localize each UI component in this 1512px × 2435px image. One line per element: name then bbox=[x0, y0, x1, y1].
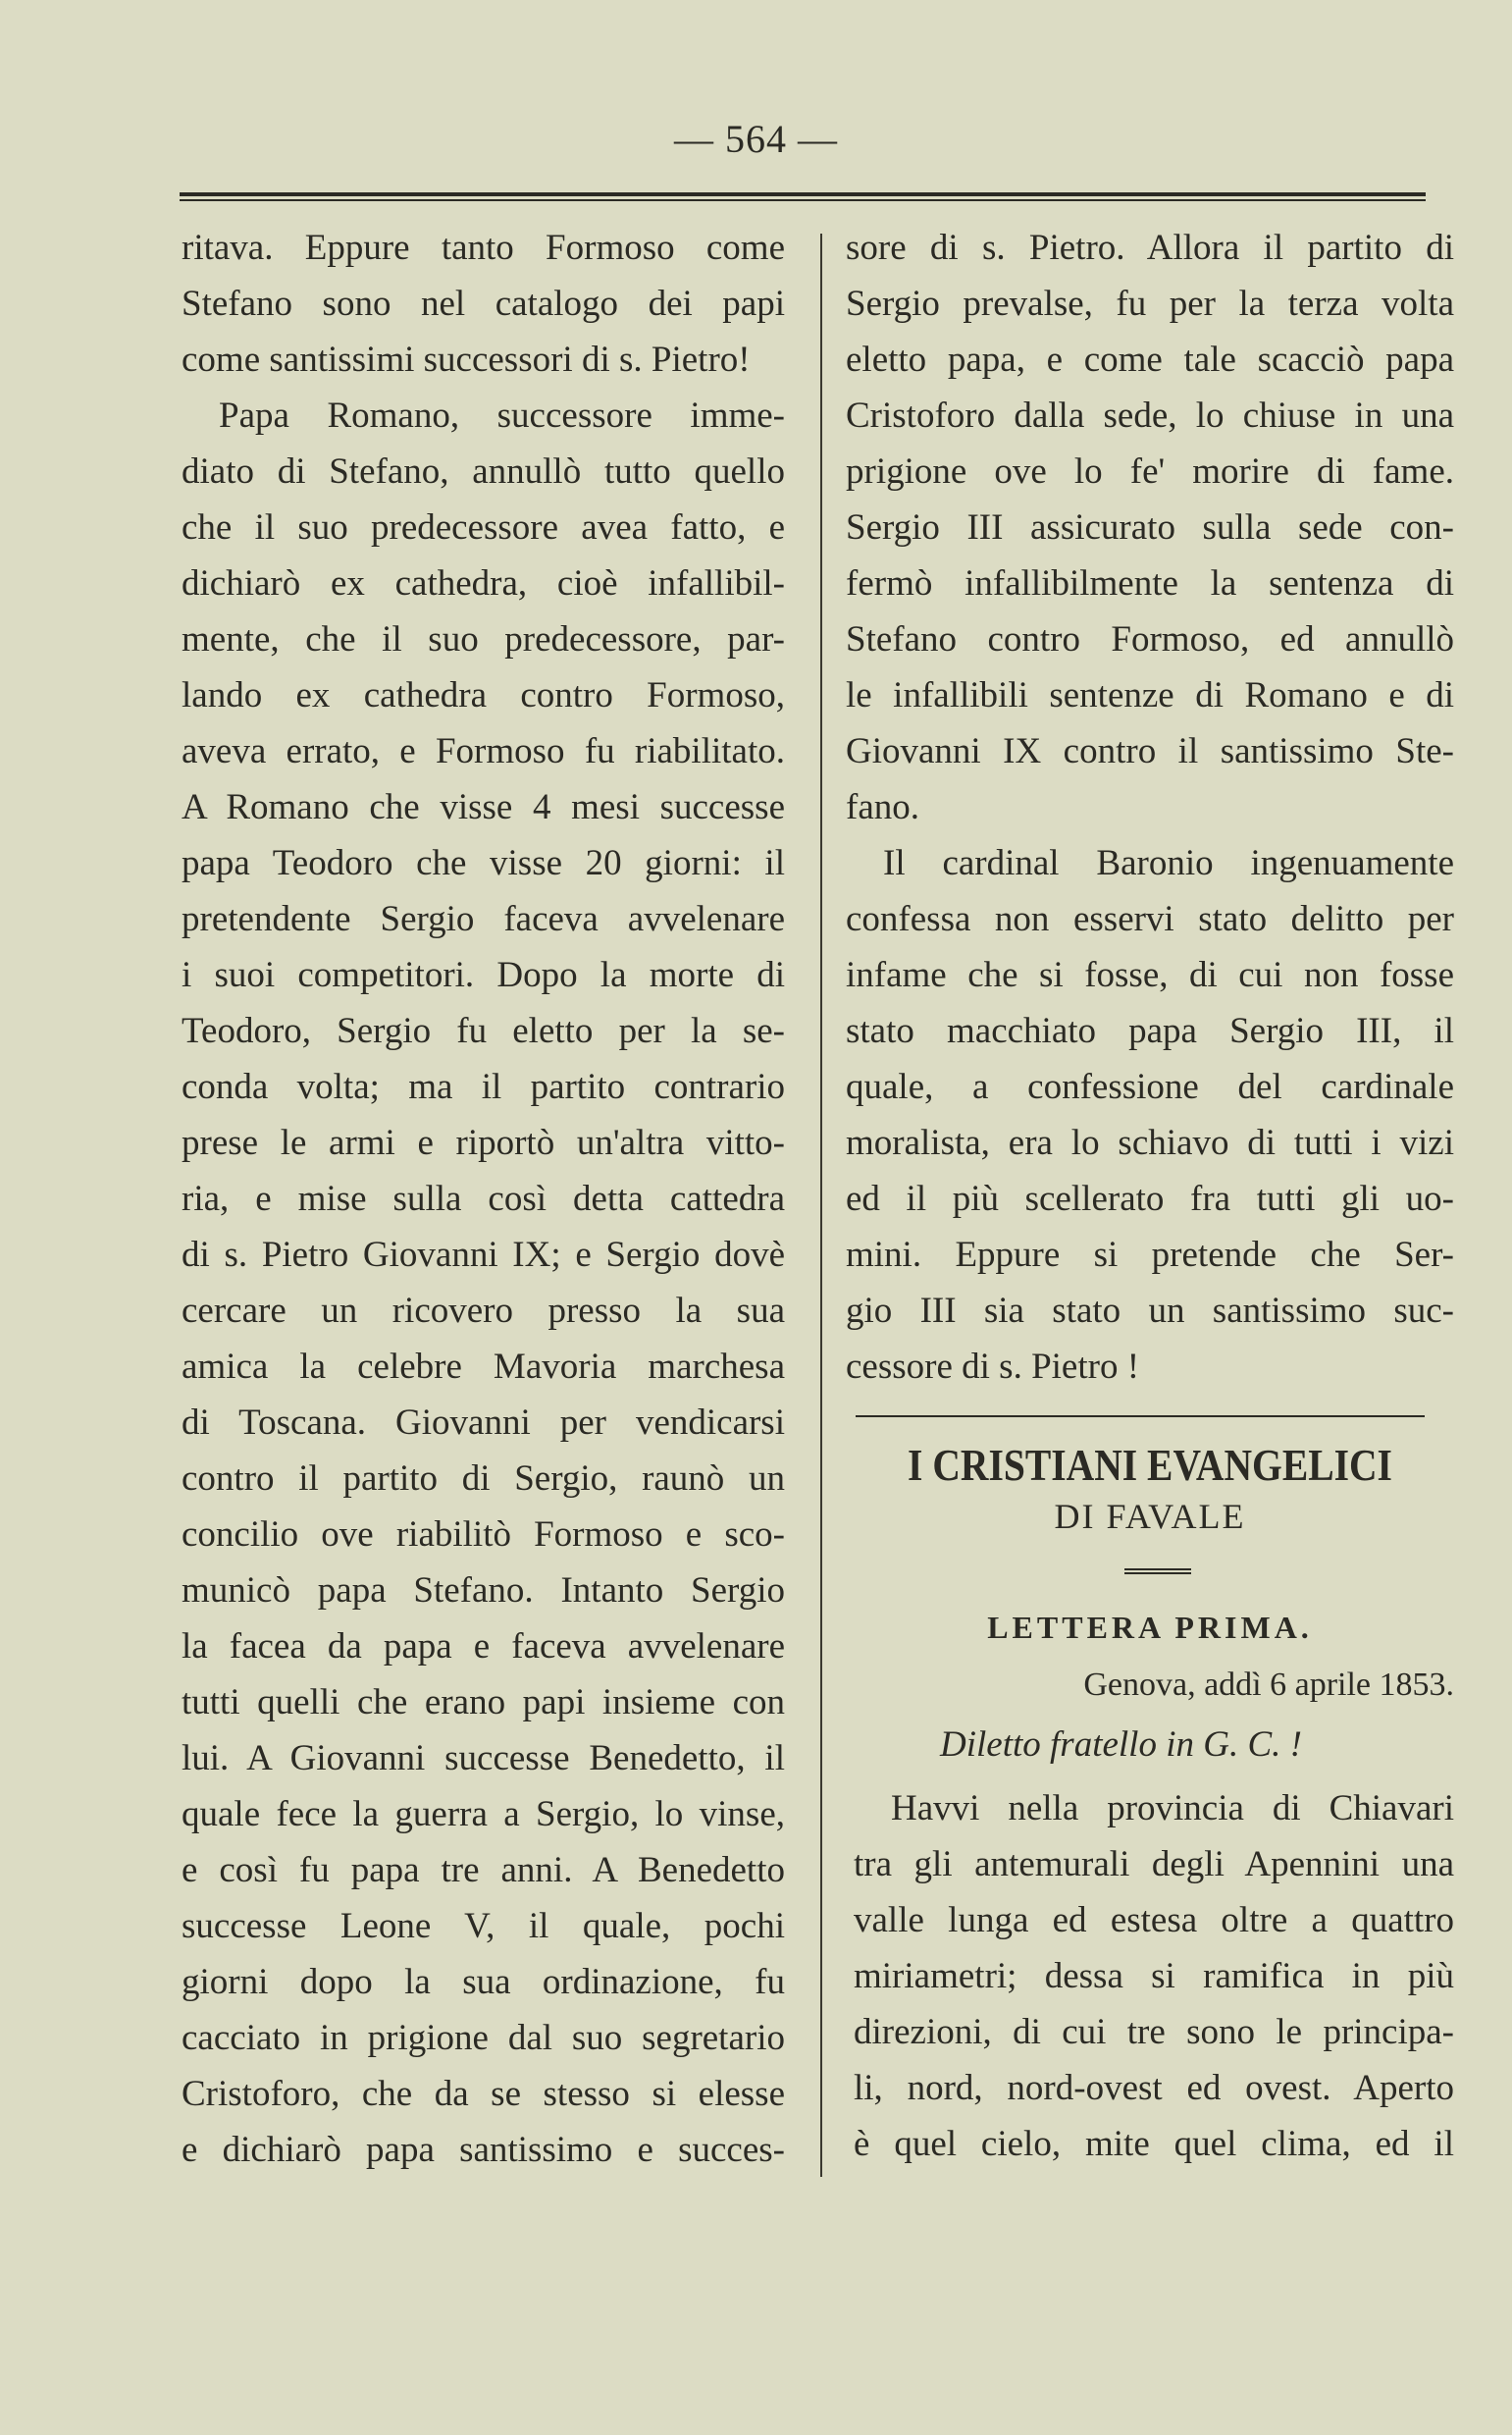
text-line: Giovanni IX contro il santissimo Ste- bbox=[846, 731, 1454, 771]
text-line: confessa non esservi stato delitto per bbox=[846, 899, 1454, 939]
section-title: I CRISTIANI EVANGELICI bbox=[908, 1440, 1392, 1490]
text-line: tra gli antemurali degli Apennini una bbox=[854, 1844, 1454, 1884]
text-line: cercare un ricovero presso la sua bbox=[182, 1291, 785, 1331]
text-line: successe Leone V, il quale, pochi bbox=[182, 1906, 785, 1946]
text-line: valle lunga ed estesa oltre a quattro bbox=[854, 1900, 1454, 1940]
text-line: prese le armi e riportò un'altra vitto- bbox=[182, 1123, 785, 1163]
text-line: cessore di s. Pietro ! bbox=[846, 1347, 1140, 1387]
section-rule bbox=[856, 1415, 1425, 1417]
ornament-rule bbox=[1124, 1568, 1191, 1574]
text-line: di Toscana. Giovanni per vendicarsi bbox=[182, 1403, 785, 1443]
text-line: sore di s. Pietro. Allora il partito di bbox=[846, 228, 1454, 268]
text-line: miriametri; dessa si ramifica in più bbox=[854, 1956, 1454, 1996]
text-line: cacciato in prigione dal suo segretario bbox=[182, 2018, 785, 2058]
text-line: e così fu papa tre anni. A Benedetto bbox=[182, 1850, 785, 1890]
text-line: Teodoro, Sergio fu eletto per la se- bbox=[182, 1011, 785, 1051]
text-line: quale fece la guerra a Sergio, lo vinse, bbox=[182, 1794, 785, 1834]
text-line: Papa Romano, successore imme- bbox=[219, 396, 785, 436]
text-line: Sergio III assicurato sulla sede con- bbox=[846, 507, 1454, 548]
text-line: Stefano sono nel catalogo dei papi bbox=[182, 284, 785, 324]
text-line: giorni dopo la sua ordinazione, fu bbox=[182, 1962, 785, 2002]
letter-heading: LETTERA PRIMA. bbox=[987, 1610, 1313, 1645]
text-line: fermò infallibilmente la sentenza di bbox=[846, 563, 1454, 604]
text-line: è quel cielo, mite quel clima, ed il bbox=[854, 2124, 1454, 2164]
letter-body bbox=[854, 1780, 1454, 2172]
text-line: fano. bbox=[846, 787, 919, 827]
salutation: Diletto fratello in G. C. ! bbox=[940, 1724, 1302, 1765]
section-subtitle: DI FAVALE bbox=[1054, 1497, 1246, 1536]
text-line: Cristoforo, che da se stesso si elesse bbox=[182, 2074, 785, 2114]
text-line: pretendente Sergio faceva avvelenare bbox=[182, 899, 785, 939]
text-line: i suoi competitori. Dopo la morte di bbox=[182, 955, 785, 995]
text-line: mente, che il suo predecessore, par- bbox=[182, 619, 785, 660]
dateline: Genova, addì 6 aprile 1853. bbox=[1083, 1667, 1454, 1703]
header-rule bbox=[180, 192, 1426, 201]
text-line: papa Teodoro che visse 20 giorni: il bbox=[182, 843, 785, 883]
column-divider bbox=[820, 234, 822, 2177]
text-line: lando ex cathedra contro Formoso, bbox=[182, 675, 785, 715]
text-line: eletto papa, e come tale scacciò papa bbox=[846, 340, 1454, 380]
text-line: A Romano che visse 4 mesi successe bbox=[182, 787, 785, 827]
text-line: municò papa Stefano. Intanto Sergio bbox=[182, 1570, 785, 1611]
text-line: ria, e mise sulla così detta cattedra bbox=[182, 1179, 785, 1219]
text-line: contro il partito di Sergio, raunò un bbox=[182, 1458, 785, 1499]
text-line: infame che si fosse, di cui non fosse bbox=[846, 955, 1454, 995]
text-line: amica la celebre Mavoria marchesa bbox=[182, 1347, 785, 1387]
text-line: aveva errato, e Formoso fu riabilitato. bbox=[182, 731, 785, 771]
text-line: Cristoforo dalla sede, lo chiuse in una bbox=[846, 396, 1454, 436]
page-number: — 564 — bbox=[674, 117, 838, 161]
text-line: Sergio prevalse, fu per la terza volta bbox=[846, 284, 1454, 324]
right-column bbox=[846, 220, 1454, 1395]
text-line: li, nord, nord-ovest ed ovest. Aperto bbox=[854, 2068, 1454, 2108]
text-line: ritava. Eppure tanto Formoso come bbox=[182, 228, 785, 268]
text-line: mini. Eppure si pretende che Ser- bbox=[846, 1235, 1454, 1275]
text-line: come santissimi successori di s. Pietro! bbox=[182, 340, 751, 380]
text-line: Havvi nella provincia di Chiavari bbox=[891, 1788, 1454, 1828]
left-column bbox=[182, 220, 785, 2178]
text-line: e dichiarò papa santissimo e succes- bbox=[182, 2130, 785, 2170]
text-line: dichiarò ex cathedra, cioè infallibil- bbox=[182, 563, 785, 604]
text-line: lui. A Giovanni successe Benedetto, il bbox=[182, 1738, 785, 1778]
text-line: di s. Pietro Giovanni IX; e Sergio dovè bbox=[182, 1235, 785, 1275]
text-line: tutti quelli che erano papi insieme con bbox=[182, 1682, 785, 1722]
text-line: gio III sia stato un santissimo suc- bbox=[846, 1291, 1454, 1331]
text-line: quale, a confessione del cardinale bbox=[846, 1067, 1454, 1107]
text-line: prigione ove lo fe' morire di fame. bbox=[846, 451, 1454, 492]
text-line: la facea da papa e faceva avvelenare bbox=[182, 1626, 785, 1667]
text-line: moralista, era lo schiavo di tutti i vizi bbox=[846, 1123, 1454, 1163]
text-line: conda volta; ma il partito contrario bbox=[182, 1067, 785, 1107]
text-line: stato macchiato papa Sergio III, il bbox=[846, 1011, 1454, 1051]
text-line: ed il più scellerato fra tutti gli uo- bbox=[846, 1179, 1454, 1219]
text-line: concilio ove riabilitò Formoso e sco- bbox=[182, 1514, 785, 1555]
text-line: che il suo predecessore avea fatto, e bbox=[182, 507, 785, 548]
text-line: le infallibili sentenze di Romano e di bbox=[846, 675, 1454, 715]
text-line: Stefano contro Formoso, ed annullò bbox=[846, 619, 1454, 660]
text-line: direzioni, di cui tre sono le principa- bbox=[854, 2012, 1454, 2052]
text-line: diato di Stefano, annullò tutto quello bbox=[182, 451, 785, 492]
text-line: Il cardinal Baronio ingenuamente bbox=[883, 843, 1454, 883]
